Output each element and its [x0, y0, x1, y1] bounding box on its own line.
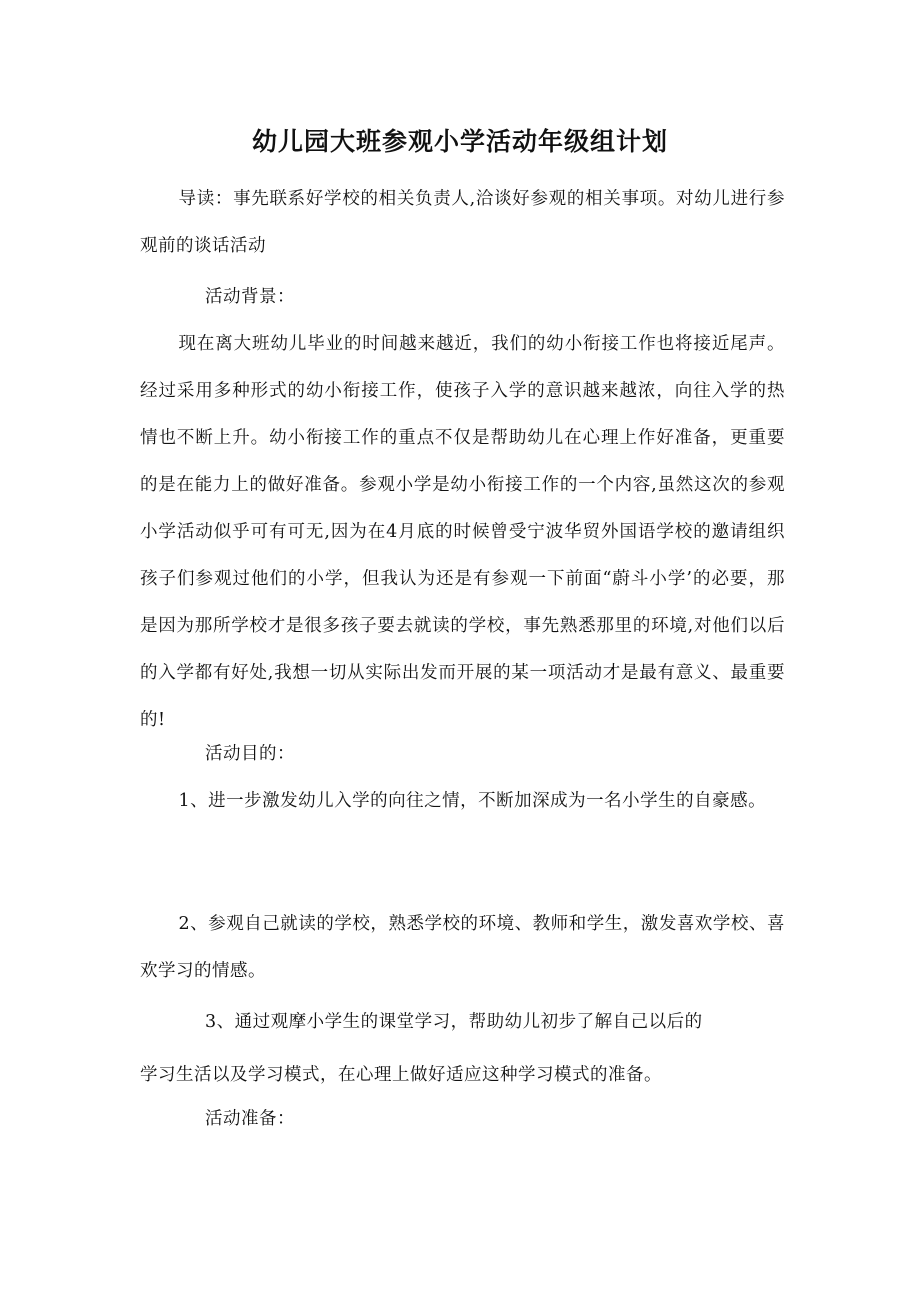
preparation-heading: 活动准备：	[205, 1109, 295, 1129]
goal-item-3-line-1: 3、通过观摩小学生的课堂学习，帮助幼儿初步了解自己以后的	[205, 1012, 703, 1032]
goal-item-2: 2、参观自己就读的学校，熟悉学校的环境、教师和学生，激发喜欢学校、喜欢学习的情感。	[140, 914, 785, 981]
background-paragraph: 现在离大班幼儿毕业的时间越来越近，我们的幼小衔接工作也将接近尾声。经过采用多种形式的幼小衔接工作，使孩子入学的意识越来越浓，向往入学的热情也不断上升。幼小衔接工作的重点不仅是帮助幼儿在心理上作好准备，更重要的是在能力上的做好准备。参观小学是幼小衔接工作的一个内容,虽然这次的参观小学活动似乎可有可无,因为在4月底的时候曾受宁波华贸外国语学校的邀请组织孩子们参观过他们的小学，但我认为还是有参观一下前面“蔚斗小学’的必要，那是因为那所学校才是很多孩子要去就读的学校，事先熟悉那里的环境,对他们以后的入学都有好处,我想一切从实际出发而开展的某一项活动才是最有意义、最重要的!	[140, 334, 785, 730]
goal-item-3-line-2: 学习生活以及学习模式，在心理上做好适应这种学习模式的准备。	[140, 1065, 662, 1085]
goal-heading: 活动目的：	[205, 744, 295, 764]
document-title: 幼儿园大班参观小学活动年级组计划	[251, 127, 668, 156]
background-heading: 活动背景：	[205, 287, 295, 307]
intro-paragraph: 导读：事先联系好学校的相关负责人,洽谈好参观的相关事项。对幼儿进行参观前的谈话活动	[140, 189, 785, 256]
goal-item-1: 1、进一步激发幼儿入学的向往之情，不断加深成为一名小学生的自豪感。	[178, 791, 767, 811]
